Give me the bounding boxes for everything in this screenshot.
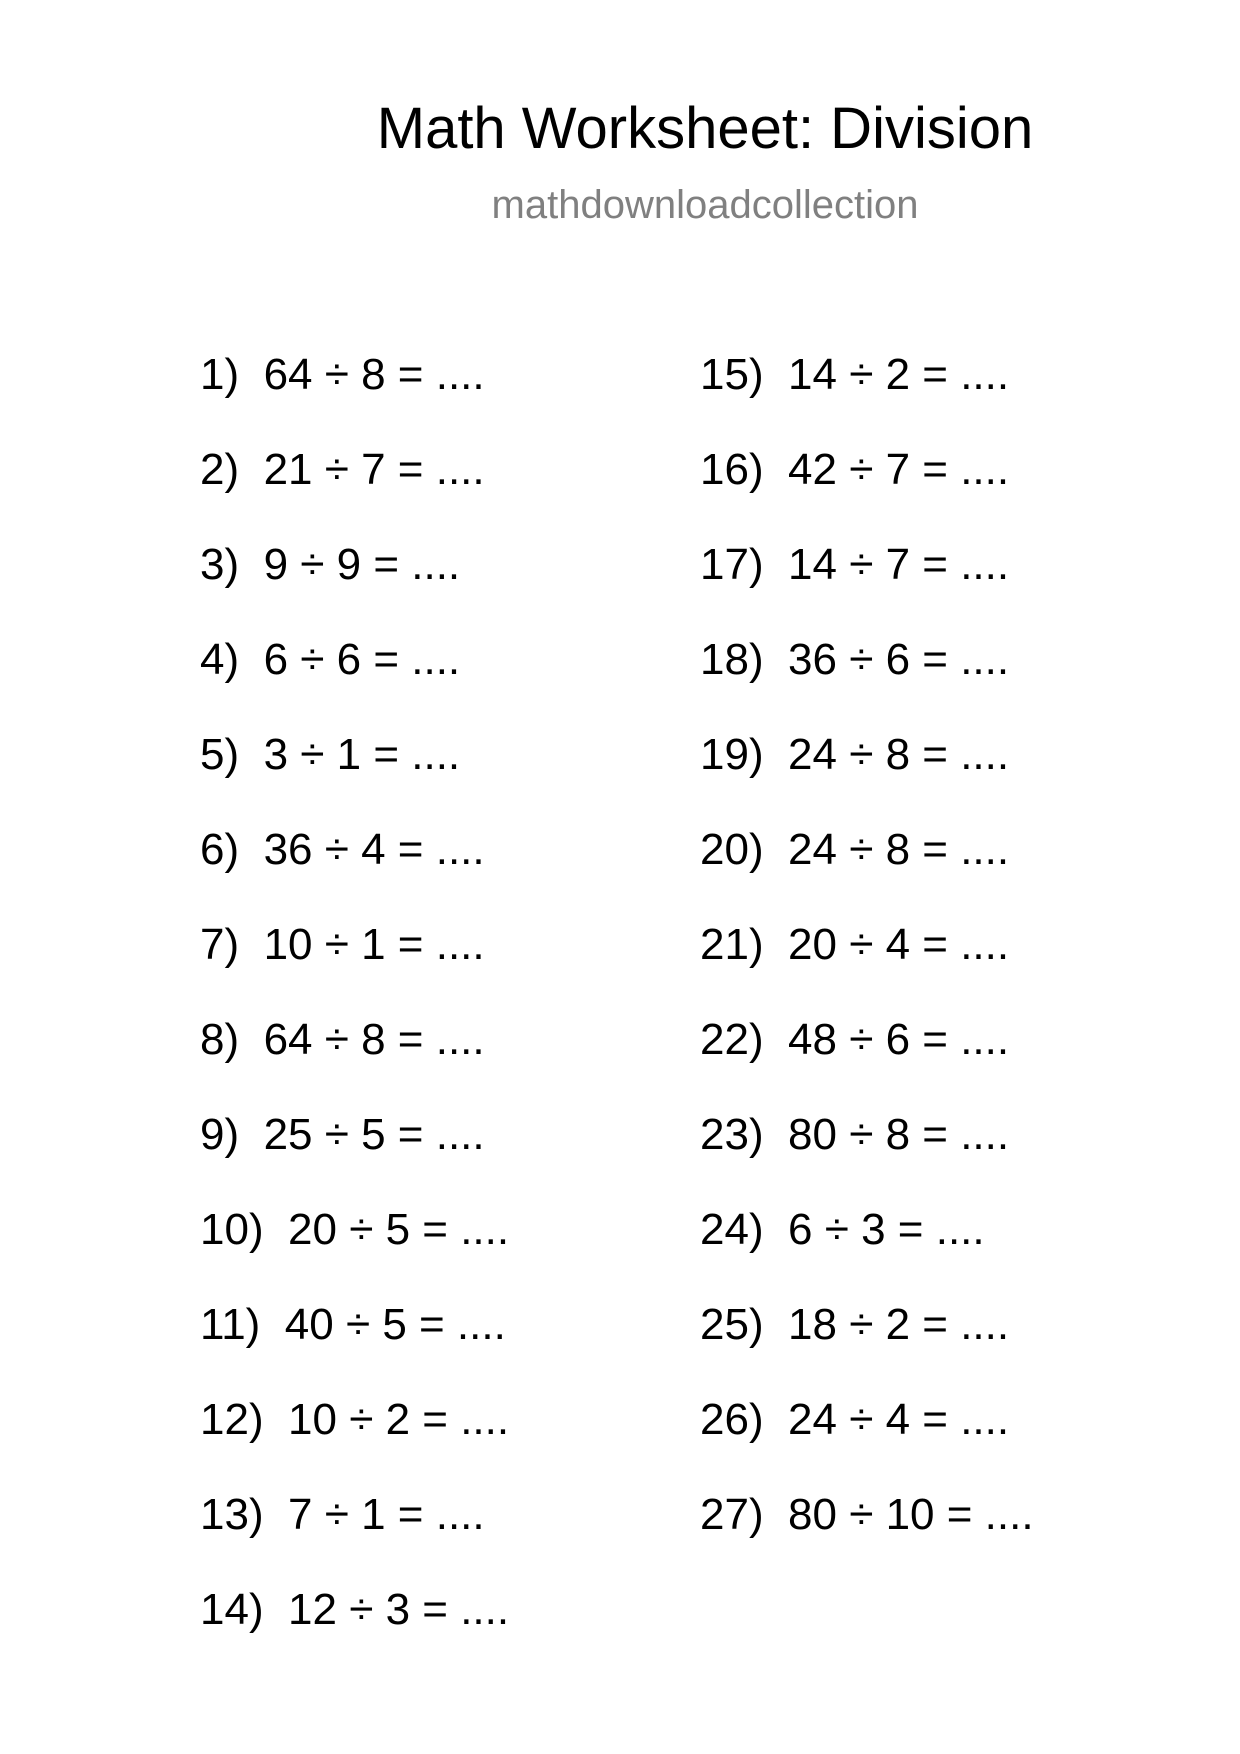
problem-22: 22) 48 ÷ 6 = .... xyxy=(700,1015,1010,1064)
worksheet-title: Math Worksheet: Division xyxy=(376,96,1034,161)
problem-20: 20) 24 ÷ 8 = .... xyxy=(700,825,1010,874)
problem-14: 14) 12 ÷ 3 = .... xyxy=(200,1585,510,1634)
problem-19: 19) 24 ÷ 8 = .... xyxy=(700,730,1010,779)
problem-21: 21) 20 ÷ 4 = .... xyxy=(700,920,1010,969)
problem-4: 4) 6 ÷ 6 = .... xyxy=(200,635,461,684)
problem-11: 11) 40 ÷ 5 = .... xyxy=(200,1300,506,1349)
problem-13: 13) 7 ÷ 1 = .... xyxy=(200,1490,485,1539)
problem-5: 5) 3 ÷ 1 = .... xyxy=(200,730,461,779)
problem-26: 26) 24 ÷ 4 = .... xyxy=(700,1395,1010,1444)
problem-15: 15) 14 ÷ 2 = .... xyxy=(700,350,1010,399)
problem-9: 9) 25 ÷ 5 = .... xyxy=(200,1110,485,1159)
problem-16: 16) 42 ÷ 7 = .... xyxy=(700,445,1010,494)
problem-18: 18) 36 ÷ 6 = .... xyxy=(700,635,1010,684)
problem-17: 17) 14 ÷ 7 = .... xyxy=(700,540,1010,589)
problem-23: 23) 80 ÷ 8 = .... xyxy=(700,1110,1010,1159)
problem-27: 27) 80 ÷ 10 = .... xyxy=(700,1490,1034,1539)
problem-8: 8) 64 ÷ 8 = .... xyxy=(200,1015,485,1064)
problem-10: 10) 20 ÷ 5 = .... xyxy=(200,1205,510,1254)
worksheet-subtitle: mathdownloadcollection xyxy=(491,183,919,227)
problem-12: 12) 10 ÷ 2 = .... xyxy=(200,1395,510,1444)
problem-2: 2) 21 ÷ 7 = .... xyxy=(200,445,485,494)
problem-6: 6) 36 ÷ 4 = .... xyxy=(200,825,485,874)
problem-1: 1) 64 ÷ 8 = .... xyxy=(200,350,485,399)
problem-3: 3) 9 ÷ 9 = .... xyxy=(200,540,461,589)
problem-column-right xyxy=(700,345,1034,1580)
problem-24: 24) 6 ÷ 3 = .... xyxy=(700,1205,985,1254)
problem-7: 7) 10 ÷ 1 = .... xyxy=(200,920,485,969)
problem-25: 25) 18 ÷ 2 = .... xyxy=(700,1300,1010,1349)
problem-column-left xyxy=(200,345,509,1675)
